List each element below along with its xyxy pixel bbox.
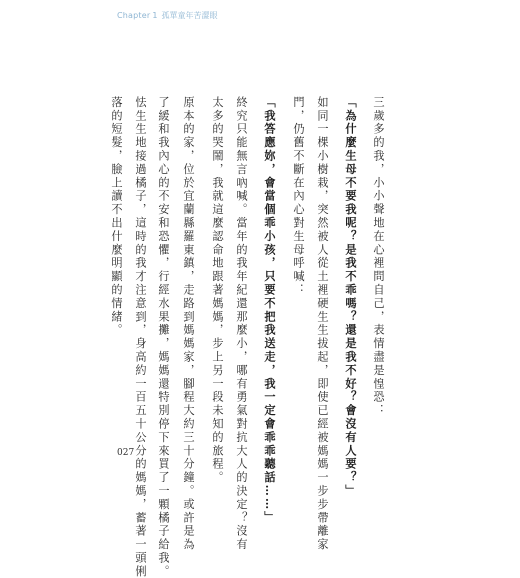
running-header: [117, 11, 217, 21]
chapter-title: 孤單童年苦澀眼: [161, 11, 218, 20]
text-column-5-quote: 「我答應妳，會當個乖小孩，只要不把我送走，我一定會乖乖聽話……」: [263, 96, 277, 525]
text-column-9: 了緩和我內心的不安和恐懼，行經水果攤，媽媽還特別停下來買了一顆橘子給我。: [157, 96, 170, 578]
page-number: 027: [117, 448, 135, 458]
text-column-6: 終究只能無言吶喊。當年的我年紀還那麼小，哪有勇氣對抗大人的決定？沒有: [235, 96, 248, 552]
text-column-3: 如同一棵小樹栽，突然被人從土裡硬生生拔起，即使已經被媽媽一步步帶離家: [316, 96, 329, 552]
text-column-8: 原本的家，位於宜蘭縣羅東鎮，走路到媽媽家，腳程大約三十分鐘。或許是為: [182, 96, 195, 552]
text-column-1: 三歲多的我，小小聲地在心裡問自己，表情盡是惶恐：: [372, 96, 385, 418]
chapter-label: Chapter: [117, 11, 151, 20]
text-column-2-quote: 「為什麼生母不要我呢？是我不乖嗎？還是我不好？會沒有人要？」: [344, 96, 358, 498]
text-column-7: 太多的哭鬧，我就這麼認命地跟著媽媽，步上另一段未知的旅程。: [211, 96, 224, 485]
text-column-4: 門，仍舊不斷在內心對生母呼喊：: [292, 96, 305, 297]
chapter-number: 1: [152, 11, 158, 20]
text-column-10: 怯生生地接過橘子，這時的我才注意到，身高約一百五十公分的媽媽，蓄著一頭俐: [134, 96, 147, 578]
text-column-11: 落的短髮，臉上讀不出什麼明顯的情緒。: [110, 96, 123, 338]
